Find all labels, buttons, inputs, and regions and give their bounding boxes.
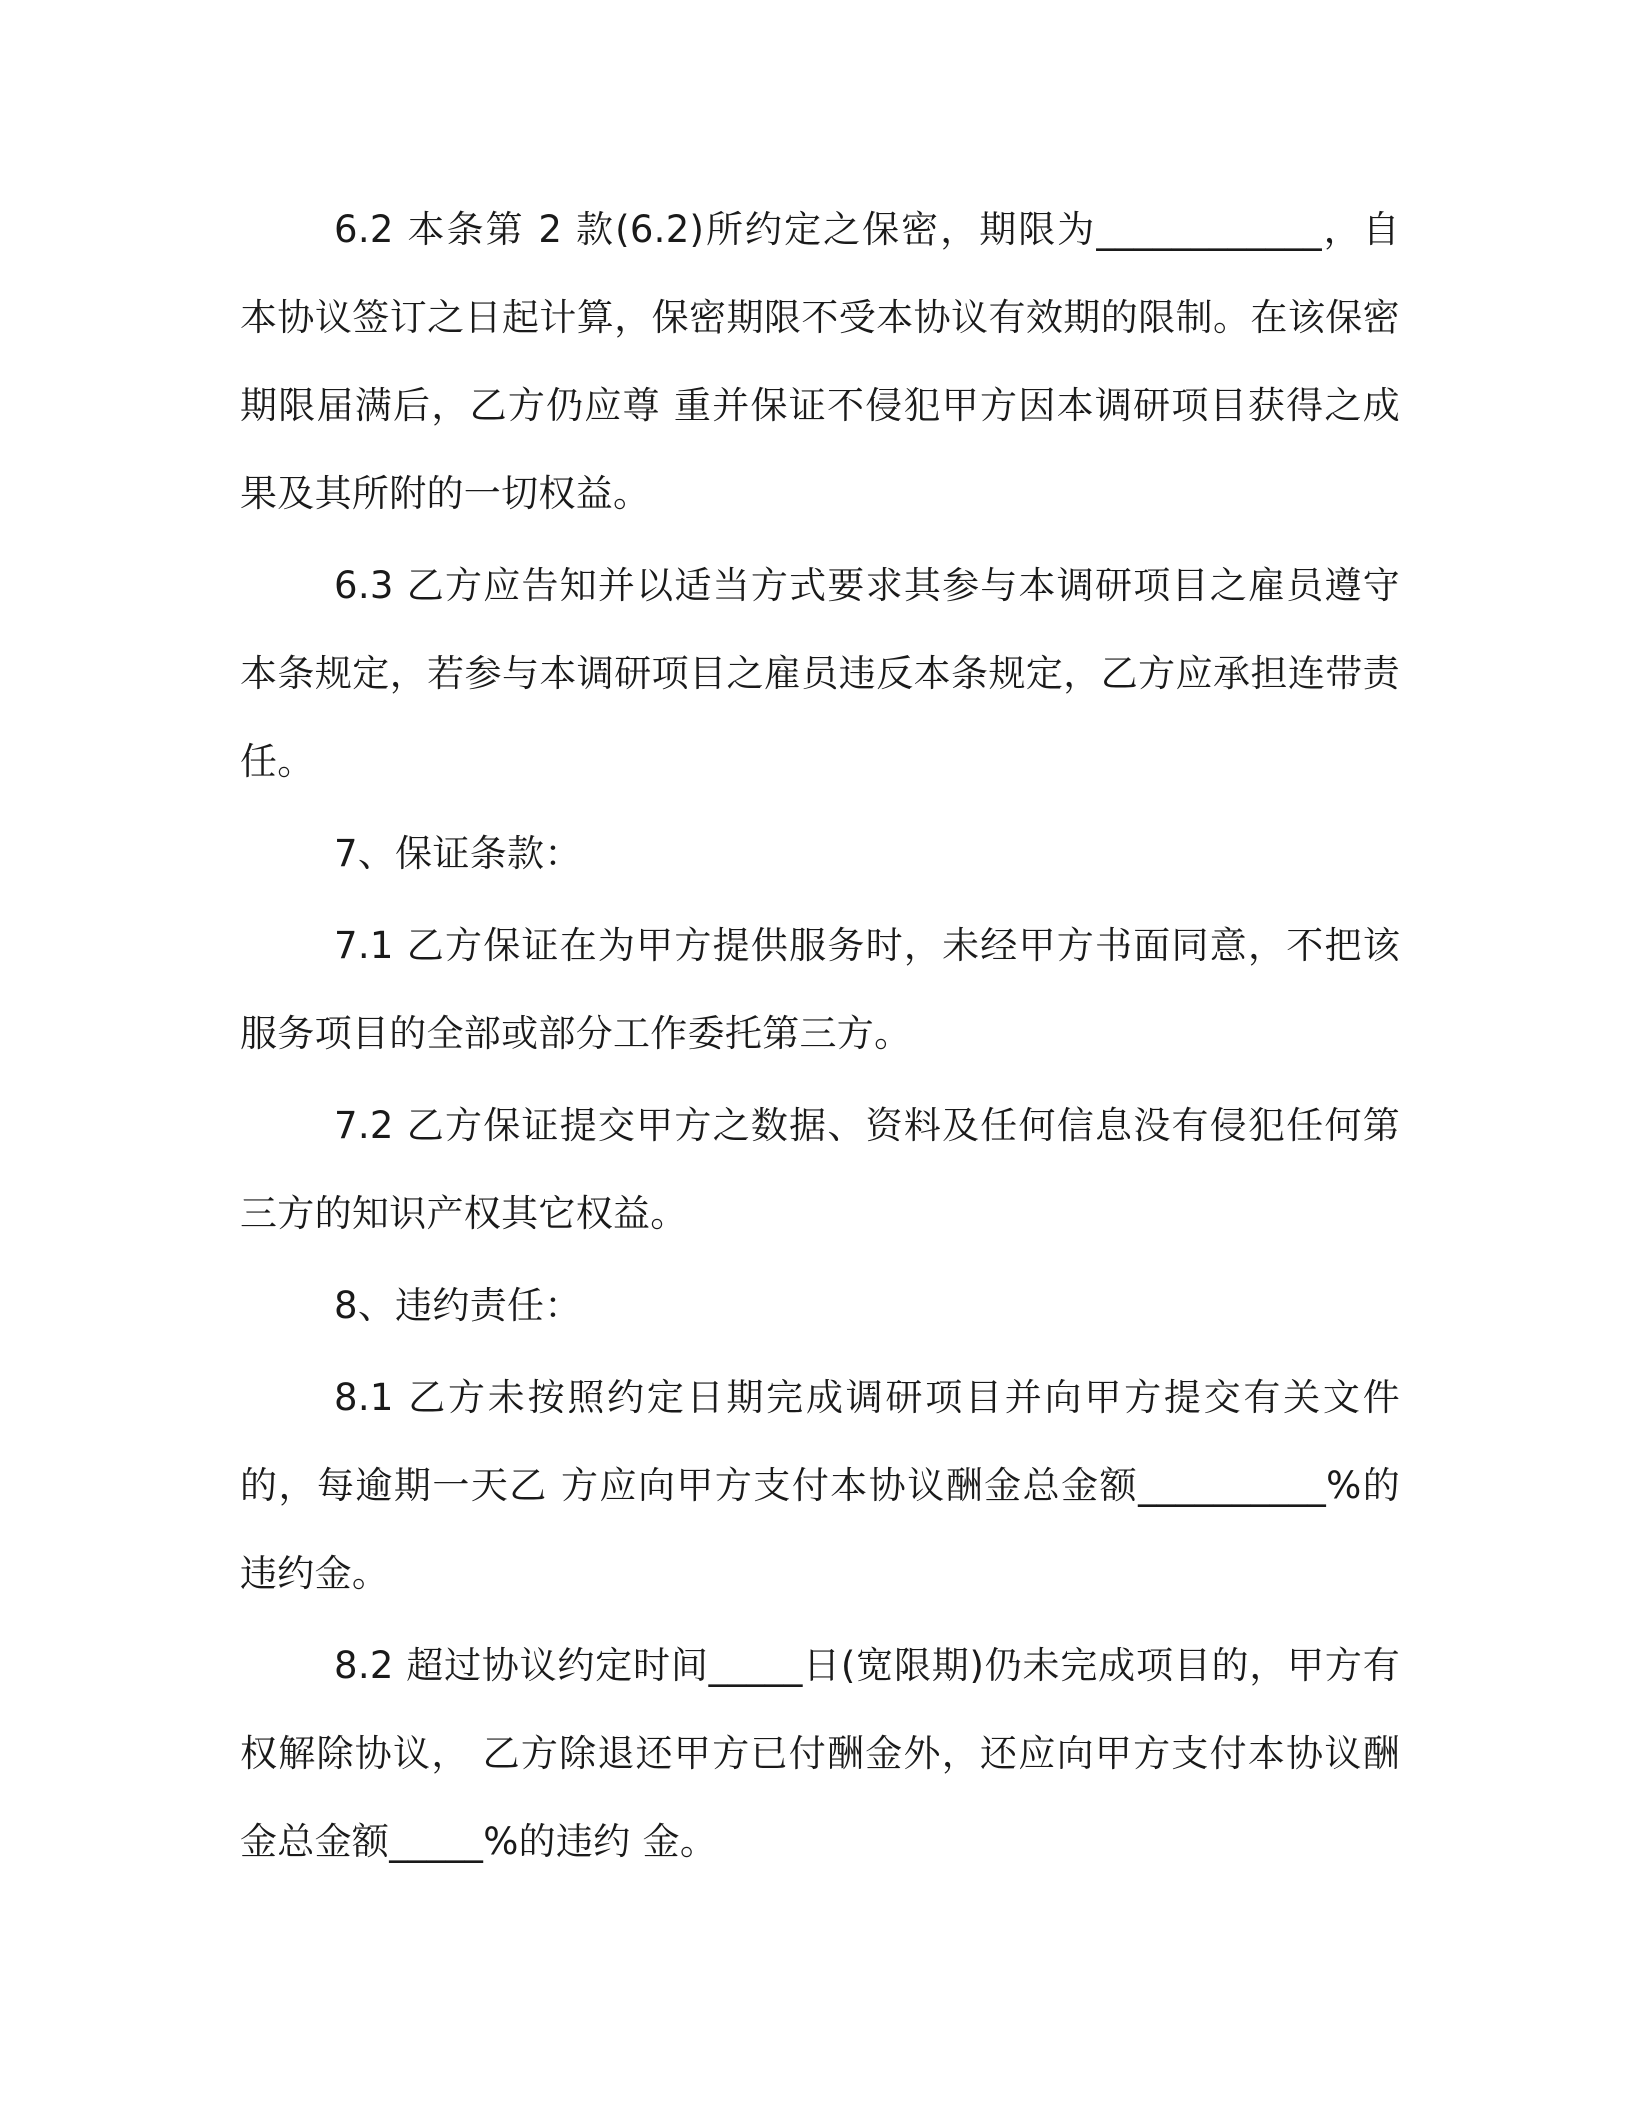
clause-7-1: 7.1 乙方保证在为甲方提供服务时，未经甲方书面同意，不把该服务项目的全部或部分工作委托第三方。 — [240, 924, 1400, 1055]
clause-6-3: 6.3 乙方应告知并以适当方式要求其参与本调研项目之雇员遵守本条规定，若参与本调研项目之雇员违反本条规定，乙方应承担连带责任。 — [240, 564, 1400, 783]
clause-8-1: 8.1 乙方未按照约定日期完成调研项目并向甲方提交有关文件的，每逾期一天乙 方应向甲方支付本协议酬金总金额__________%的违约金。 — [240, 1376, 1400, 1595]
clause-7-2: 7.2 乙方保证提交甲方之数据、资料及任何信息没有侵犯任何第三方的知识产权其它权益。 — [240, 1104, 1400, 1235]
section-heading-7: 7、保证条款： — [334, 832, 582, 875]
section-heading-8: 8、违约责任： — [334, 1284, 582, 1327]
clause-6-2: 6.2 本条第 2 款(6.2)所约定之保密，期限为____________，自本协议签订之日起计算，保密期限不受本协议有效期的限制。在该保密期限届满后，乙方仍应尊 重并保证不侵犯甲方因本调研项目获得之成果及其所附的一切权益。 — [240, 208, 1400, 515]
clause-8-2: 8.2 超过协议约定时间_____日(宽限期)仍未完成项目的，甲方有权解除协议， 乙方除退还甲方已付酬金外，还应向甲方支付本协议酬金总金额_____%的违约 金。 — [240, 1644, 1400, 1863]
document-body — [240, 186, 1400, 1890]
